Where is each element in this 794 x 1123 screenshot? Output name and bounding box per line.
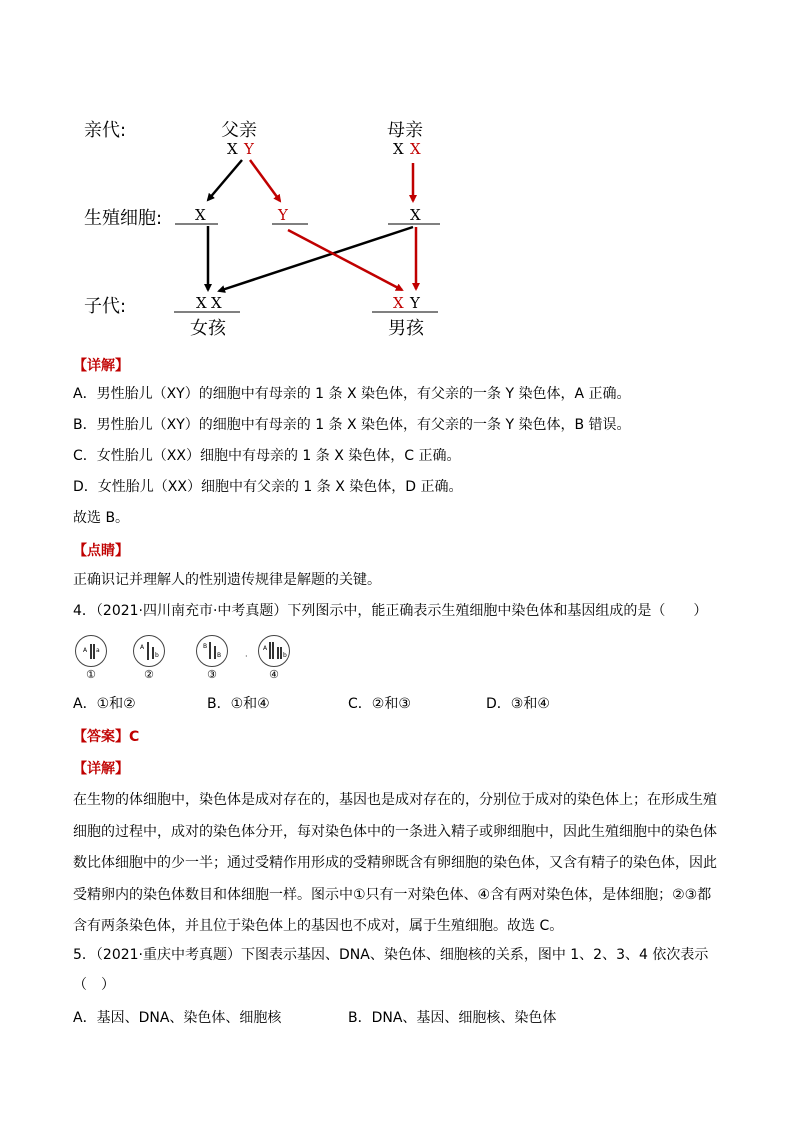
girl-x-1: X <box>196 294 207 312</box>
q4-option-b[interactable]: B．①和④ <box>207 696 270 712</box>
father-to-x-arrow <box>208 160 242 200</box>
q3-conclusion: 故选 B。 <box>73 510 130 526</box>
q4-answer-header: 【答案】 <box>73 729 129 745</box>
q5-option-a[interactable]: A．基因、DNA、染色体、细胞核 <box>73 1010 282 1026</box>
q3-detail-header: 【详解】 <box>73 358 129 374</box>
q3-point-header: 【点睛】 <box>73 543 129 559</box>
q4-explanation-line-5: 含有两条染色体，并且位于染色体上的基因也不成对，属于生殖细胞。故选 C。 <box>73 918 564 934</box>
diagram-lines <box>0 0 794 360</box>
q4-option-a[interactable]: A．①和② <box>73 696 136 712</box>
cell-figure-2: A b <box>133 635 165 667</box>
cell-figure-3: B B <box>196 635 228 667</box>
mother-x-chromosome-1: X <box>393 140 404 158</box>
gamete-sperm-y: Y <box>278 206 288 224</box>
q3-option-d-explanation: D．女性胎儿（XX）细胞中有父亲的 1 条 X 染色体，D 正确。 <box>73 479 463 495</box>
q4-explanation-line-2: 细胞的过程中，成对的染色体分开，每对染色体中的一条进入精子或卵细胞中，因此生殖细胞中的染色体 <box>73 823 717 840</box>
girl-label: 女孩 <box>190 318 226 339</box>
q4-detail-header: 【详解】 <box>73 761 129 777</box>
q4-option-c[interactable]: C．②和③ <box>348 696 411 712</box>
cell-figure-4: A b <box>258 635 290 667</box>
cell-label-3: ③ <box>207 668 217 681</box>
q5-option-b[interactable]: B．DNA、基因、细胞核、染色体 <box>348 1010 557 1026</box>
boy-x: X <box>393 294 404 312</box>
cell-label-1: ① <box>86 668 96 681</box>
q4-explanation-line-4: 受精卵内的染色体数目和体细胞一样。图示中①只有一对染色体、④含有两对染色体，是体细胞；②③都 <box>73 886 712 903</box>
q4-explanation-line-3: 数比体细胞中的少一半；通过受精作用形成的受精卵既含有卵细胞的染色体，又含有精子的染色体，因此 <box>73 855 717 871</box>
boy-y: Y <box>410 294 420 312</box>
father-to-y-arrow <box>250 160 280 201</box>
gamete-egg-x: X <box>410 206 421 224</box>
q4-option-d[interactable]: D．③和④ <box>486 696 550 712</box>
q4-answer-row <box>73 726 139 746</box>
father-y-chromosome: Y <box>244 140 254 158</box>
father-x-chromosome: X <box>227 140 238 158</box>
q3-point-text: 正确识记并理解人的性别遗传规律是解题的关键。 <box>73 572 381 588</box>
q4-explanation <box>73 785 723 943</box>
girl-x-2: X <box>211 294 222 312</box>
offspring-generation-label: 子代: <box>84 296 127 317</box>
father-label: 父亲 <box>221 120 257 141</box>
mother-label: 母亲 <box>387 120 423 141</box>
cell-figure-1: A a <box>75 635 107 667</box>
gamete-label: 生殖细胞: <box>84 208 163 229</box>
q5-stem: 5．（2021·重庆中考真题）下图表示基因、DNA、染色体、细胞核的关系，图中 1、2、3、4 依次表示 <box>73 947 709 963</box>
boy-label: 男孩 <box>388 318 424 339</box>
q4-stem: 4．（2021·四川南充市·中考真题）下列图示中，能正确表示生殖细胞中染色体和基因组成的是（ ） <box>73 603 708 619</box>
q4-explanation-line-1: 在生物的体细胞中，染色体是成对存在的，基因也是成对存在的，分别位于成对的染色体上；在形成生殖 <box>73 792 717 808</box>
sperm-y-to-boy-arrow <box>288 230 402 290</box>
q3-option-b-explanation: B．男性胎儿（XY）的细胞中有母亲的 1 条 X 染色体，有父亲的一条 Y 染色体，B 错误。 <box>73 417 631 433</box>
gamete-sperm-x: X <box>195 206 206 224</box>
cell-label-2: ② <box>144 668 154 681</box>
q3-option-c-explanation: C．女性胎儿（XX）细胞中有母亲的 1 条 X 染色体，C 正确。 <box>73 448 461 464</box>
mother-x-chromosome-2: X <box>410 140 421 158</box>
q5-answer-parenthesis: （ ） <box>73 977 115 993</box>
cell-label-4: ④ <box>269 668 279 681</box>
q4-answer-value: C <box>129 729 140 745</box>
q3-option-a-explanation: A．男性胎儿（XY）的细胞中有母亲的 1 条 X 染色体，有父亲的一条 Y 染色体，A 正确。 <box>73 386 631 402</box>
parent-generation-label: 亲代: <box>84 120 127 141</box>
